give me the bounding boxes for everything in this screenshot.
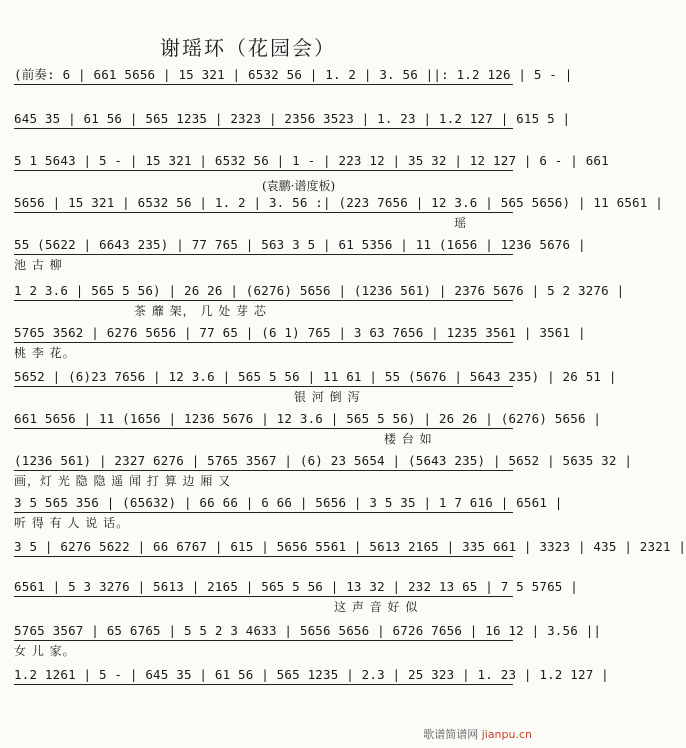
score-line <box>14 666 609 703</box>
watermark-site: 歌谱简谱网 <box>423 728 479 741</box>
beam-rule <box>14 512 513 513</box>
notation-text: 3 5 | 6276 5622 | 66 6767 | 615 | 5656 5561 | 5613 2165 | 335 661 | 3323 | 435 | 2321 | <box>14 539 686 554</box>
lyrics-text: 桃 李 花。 <box>14 346 76 360</box>
beam-rule <box>14 342 513 343</box>
beam-rule <box>14 556 513 557</box>
notation-text: 5652 | (6)23 7656 | 12 3.6 | 565 5 56 | 11 61 | 55 (5676 | 5643 235) | 26 51 | <box>14 369 617 384</box>
score-title: 谢瑶环（花园会） <box>160 36 336 60</box>
notation-text: 5765 3567 | 65 6765 | 5 5 2 3 4633 | 5656 5656 | 6726 7656 | 16 12 | 3.56 || <box>14 623 602 638</box>
lyrics-text: 听 得 有 人 说 话。 <box>14 516 130 530</box>
score-line <box>14 194 663 231</box>
lyrics-text: 银 河 倒 泻 <box>294 390 361 404</box>
notation-text: 3 5 565 356 | (65632) | 66 66 | 6 66 | 5656 | 3 5 35 | 1 7 616 | 6561 | <box>14 495 563 510</box>
notation-text: 1 2 3.6 | 565 5 56) | 26 26 | (6276) 5656 | (1236 561) | 2376 5676 | 5 2 3276 | <box>14 283 625 298</box>
beam-rule <box>14 300 513 301</box>
notation-text: 661 5656 | 11 (1656 | 1236 5676 | 12 3.6 | 565 5 56) | 26 26 | (6276) 5656 | <box>14 411 602 426</box>
score-line <box>14 282 625 319</box>
beam-rule <box>14 596 513 597</box>
score-line <box>14 452 633 489</box>
beam-rule <box>14 128 513 129</box>
beam-rule <box>14 470 513 471</box>
beam-rule <box>14 640 513 641</box>
beam-rule <box>14 254 513 255</box>
score-line <box>14 324 586 361</box>
beam-rule <box>14 212 513 213</box>
lyrics-text: 画，灯 光 隐 隐 遥 闻 打 算 边 厢 又 <box>14 474 232 488</box>
lyrics-text <box>14 87 534 103</box>
beam-rule <box>14 170 513 171</box>
notation-text: (前奏: 6 | 661 5656 | 15 321 | 6532 56 | 1. 2 | 3. 56 ||: 1.2 126 | 5 - | <box>14 67 573 82</box>
lyrics-text <box>14 687 534 703</box>
score-line <box>14 410 602 447</box>
notation-text: 1.2 1261 | 5 - | 645 35 | 61 56 | 565 1235 | 2.3 | 25 323 | 1. 23 | 1.2 127 | <box>14 667 609 682</box>
notation-text: 5656 | 15 321 | 6532 56 | 1. 2 | 3. 56 :| (223 7656 | 12 3.6 | 565 5656) | 11 6561 | <box>14 195 663 210</box>
performer-annotation: (袁鹏·谱度板) <box>262 179 336 193</box>
beam-rule <box>14 84 513 85</box>
score-line <box>14 236 586 273</box>
notation-text: 5765 3562 | 6276 5656 | 77 65 | (6 1) 765 | 3 63 7656 | 1235 3561 | 3561 | <box>14 325 586 340</box>
lyrics-text: 女 儿 家。 <box>14 644 76 658</box>
lyrics-text: 池 古 柳 <box>14 258 63 272</box>
lyrics-text: 茶 蘼 架， 几 处 芽 芯 <box>134 304 267 318</box>
lyrics-text <box>14 559 534 575</box>
lyrics-text <box>14 131 534 147</box>
score-line <box>14 578 578 615</box>
notation-text: 6561 | 5 3 3276 | 5613 | 2165 | 565 5 56 | 13 32 | 232 13 65 | 7 5 5765 | <box>14 579 578 594</box>
notation-text: (1236 561) | 2327 6276 | 5765 3567 | (6) 23 5654 | (5643 235) | 5652 | 5635 32 | <box>14 453 633 468</box>
score-line <box>14 494 563 531</box>
notation-text: 645 35 | 61 56 | 565 1235 | 2323 | 2356 3523 | 1. 23 | 1.2 127 | 615 5 | <box>14 111 571 126</box>
beam-rule <box>14 428 513 429</box>
lyrics-text <box>14 173 534 189</box>
notation-text: 55 (5622 | 6643 235) | 77 765 | 563 3 5 | 61 5356 | 11 (1656 | 1236 5676 | <box>14 237 586 252</box>
score-line <box>14 622 602 659</box>
score-line <box>14 368 617 405</box>
score-line <box>14 66 573 103</box>
lyrics-text: 这 声 音 好 似 <box>334 600 419 614</box>
watermark <box>423 726 532 742</box>
beam-rule <box>14 386 513 387</box>
beam-rule <box>14 684 513 685</box>
score-line <box>14 110 571 147</box>
watermark-url: jianpu.cn <box>481 728 532 741</box>
notation-text: 5 1 5643 | 5 - | 15 321 | 6532 56 | 1 - | 223 12 | 35 32 | 12 127 | 6 - | 661 <box>14 153 609 168</box>
lyrics-text: 楼 台 如 <box>384 432 433 446</box>
lyrics-text: 瑶 <box>454 216 468 230</box>
score-line <box>14 152 609 189</box>
score-line <box>14 538 686 575</box>
